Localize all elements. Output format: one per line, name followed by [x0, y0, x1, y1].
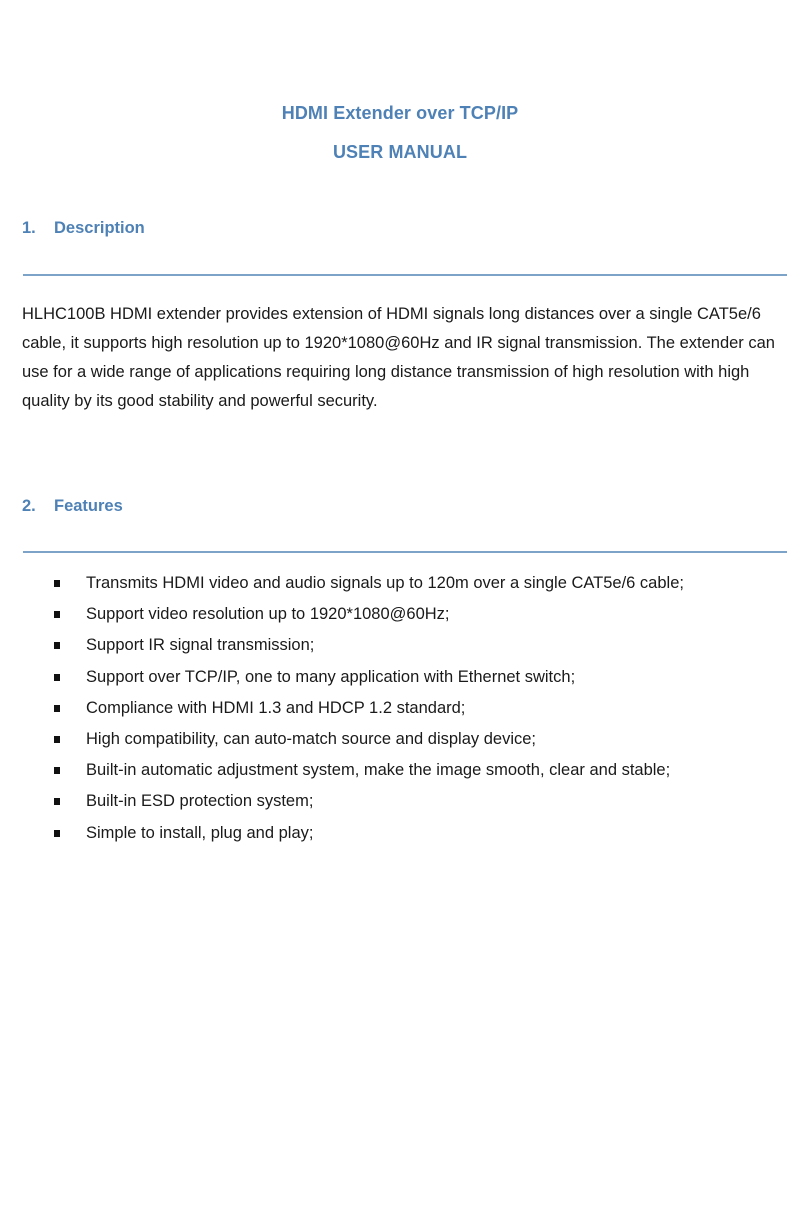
- list-item: [0, 724, 808, 755]
- feature-text: Transmits HDMI video and audio signals up to 120m over a single CAT5e/6 cable;: [86, 574, 684, 592]
- section-divider: [23, 551, 787, 553]
- feature-text: Built-in automatic adjustment system, make the image smooth, clear and stable;: [86, 761, 671, 780]
- section-heading-features: [22, 497, 123, 516]
- list-item: [0, 818, 808, 849]
- square-bullet-icon: [54, 674, 60, 681]
- square-bullet-icon: [54, 830, 60, 837]
- list-item: [0, 786, 808, 817]
- list-item: [0, 568, 808, 599]
- section-title: Description: [54, 219, 145, 237]
- section-number: 2.: [22, 497, 36, 515]
- feature-text: Built-in ESD protection system;: [86, 792, 314, 811]
- square-bullet-icon: [54, 767, 60, 774]
- feature-list: [0, 568, 808, 849]
- section-title: Features: [54, 497, 123, 515]
- list-item: [0, 693, 808, 724]
- list-item: [0, 630, 808, 661]
- section-number: 1.: [22, 219, 36, 237]
- square-bullet-icon: [54, 705, 60, 712]
- document-title: HDMI Extender over TCP/IP: [281, 103, 519, 123]
- section-divider: [23, 274, 787, 276]
- feature-text: Simple to install, plug and play;: [86, 823, 314, 842]
- square-bullet-icon: [54, 611, 60, 618]
- square-bullet-icon: [54, 736, 60, 743]
- description-paragraph: HLHC100B HDMI extender provides extension of HDMI signals long distances over a single CAT5e/6 cable, it supports high resolution up to 1920*1080@60Hz and IR signal transmission. The extender can use for a wide range of applications requiring long distance transmission of high resolution with high quality by its good stability and powerful security.: [22, 305, 775, 410]
- feature-text: Compliance with HDMI 1.3 and HDCP 1.2 standard;: [86, 698, 466, 717]
- feature-text: Support video resolution up to 1920*1080@60Hz;: [86, 605, 450, 624]
- feature-text: Support over TCP/IP, one to many application with Ethernet switch;: [86, 667, 576, 686]
- document-subtitle: USER MANUAL: [332, 142, 468, 162]
- square-bullet-icon: [54, 580, 60, 587]
- section-heading-description: [22, 219, 145, 238]
- feature-text: High compatibility, can auto-match source and display device;: [86, 729, 537, 748]
- list-item: [0, 755, 808, 786]
- feature-text: Support IR signal transmission;: [86, 636, 315, 655]
- square-bullet-icon: [54, 642, 60, 649]
- list-item: [0, 599, 808, 630]
- square-bullet-icon: [54, 798, 60, 805]
- list-item: [0, 662, 808, 693]
